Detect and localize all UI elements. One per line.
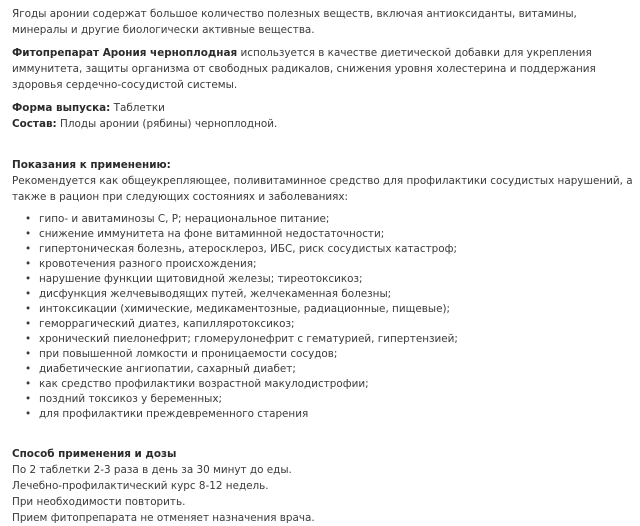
intro-paragraph: Ягоды аронии содержат большое количество полезных веществ, включая антиоксиданты, витамины, минералы и другие биологически активные вещества. <box>12 8 577 36</box>
dosage-line: Лечебно-профилактический курс 8-12 недель. <box>12 480 269 492</box>
list-item: • при повышенной ломкости и проницаемости сосудов; <box>25 348 338 360</box>
indications-intro: Рекомендуется как общеукрепляющее, поливитаминное средство для профилактики сосудистых нарушений, а также в рацион при следующих состояниях и заболеваниях: <box>12 175 633 203</box>
dosage-line: При необходимости повторить. <box>12 496 186 508</box>
list-item: • поздний токсикоз у беременных; <box>25 393 222 405</box>
bullet-icon: • <box>25 363 32 375</box>
list-item: • кровотечения разного происхождения; <box>25 258 257 270</box>
list-item: • гипертоническая болезнь, атеросклероз, ИБС, риск сосудистых катастроф; <box>25 243 457 255</box>
product-description <box>12 6 634 526</box>
bullet-icon: • <box>25 258 32 270</box>
bullet-icon: • <box>25 393 32 405</box>
form-label: Форма выпуска: <box>12 102 111 114</box>
bullet-icon: • <box>25 408 32 420</box>
list-item: • хронический пиелонефрит; гломерулонефрит с гематурией, гипертензией; <box>25 333 458 345</box>
dosage-line: По 2 таблетки 2-3 раза в день за 30 минут до еды. <box>12 464 292 476</box>
dosage-heading: Способ применения и дозы <box>12 448 177 460</box>
form-value: Таблетки <box>110 102 165 114</box>
list-item: • нарушение функции щитовидной железы; тиреотоксикоз; <box>25 273 363 285</box>
bullet-icon: • <box>25 273 32 285</box>
list-item: • снижение иммунитета на фоне витаминной недостаточности; <box>25 228 385 240</box>
composition-line <box>12 116 634 132</box>
product-name: Фитопрепарат Арония черноплодная <box>12 47 238 59</box>
bullet-icon: • <box>25 333 32 345</box>
list-item: • гипо- и авитаминозы С, Р; нерациональное питание; <box>25 213 330 225</box>
form-line <box>12 100 634 116</box>
list-item: • для профилактики преждевременного старения <box>25 408 309 420</box>
bullet-icon: • <box>25 348 32 360</box>
bullet-icon: • <box>25 228 32 240</box>
composition-label: Состав: <box>12 118 57 130</box>
list-item: • диабетические ангиопатии, сахарный диабет; <box>25 363 296 375</box>
list-item: • интоксикации (химические, медикаментозные, радиационные, пищевые); <box>25 303 451 315</box>
description-text: используется в качестве диетической добавки для укрепления иммунитета, защиты организма от свободных радикалов, снижения уровня холестерина и поддержания здоровья сердечно-сосудистой системы. <box>12 47 596 91</box>
bullet-icon: • <box>25 288 32 300</box>
description-paragraph <box>12 45 634 93</box>
indications-heading: Показания к применению: <box>12 159 171 171</box>
list-item: • геморрагический диатез, капилляротоксикоз; <box>25 318 295 330</box>
bullet-icon: • <box>25 243 32 255</box>
list-item: • дисфункция желчевыводящих путей, желчекаменная болезны; <box>25 288 392 300</box>
list-item: • как средство профилактики возрастной макулодистрофии; <box>25 378 369 390</box>
bullet-icon: • <box>25 213 32 225</box>
composition-value: Плоды аронии (рябины) черноплодной. <box>56 118 278 130</box>
dosage-line: Прием фитопрепарата не отменяет назначения врача. <box>12 512 315 524</box>
bullet-icon: • <box>25 318 32 330</box>
bullet-icon: • <box>25 303 32 315</box>
indications-list <box>12 212 634 422</box>
bullet-icon: • <box>25 378 32 390</box>
